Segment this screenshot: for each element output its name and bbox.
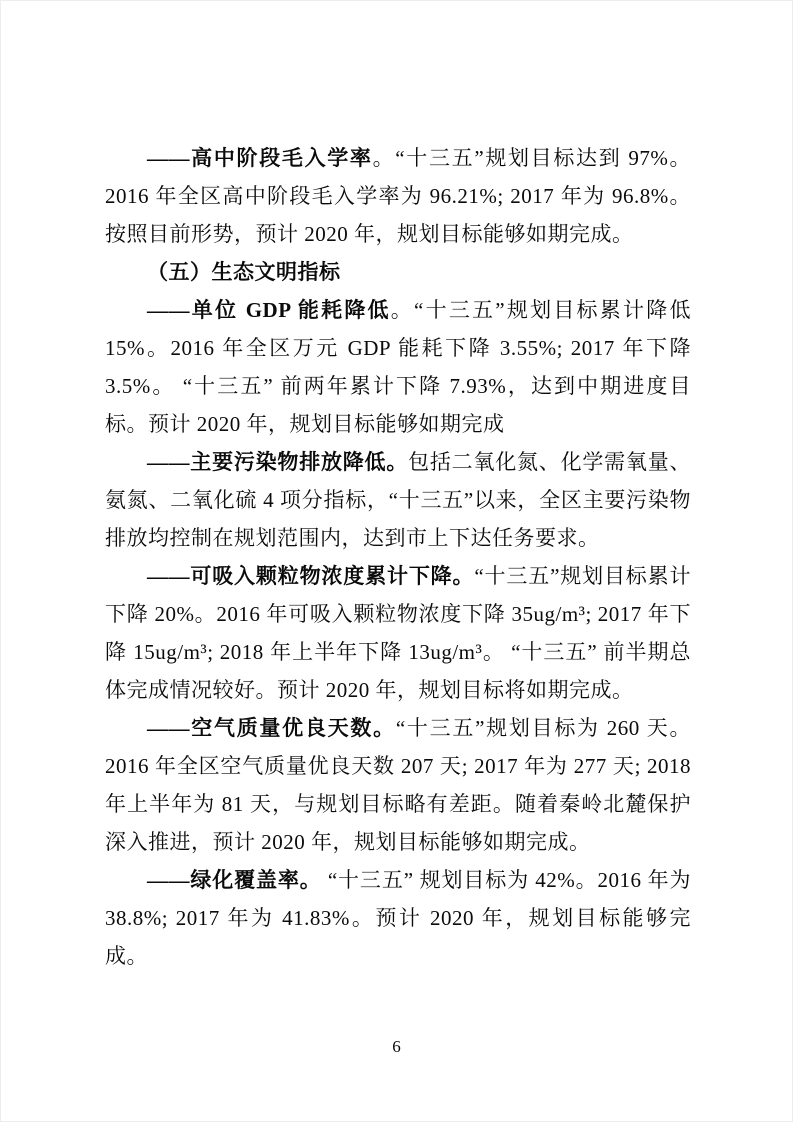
paragraph-good-air-quality-days xyxy=(105,709,691,861)
document-content xyxy=(105,139,691,975)
paragraph-body-green-coverage-rate: “十三五” 规划目标为 42%。2016 年为 38.8%; 2017 年为 41.83%。预计 2020 年，规划目标能够完成。 xyxy=(105,868,692,968)
paragraph-lead-pollutant-emissions: ——主要污染物排放降低。 xyxy=(147,450,409,474)
paragraph-lead-gdp-energy-consumption: ——单位 GDP 能耗降低 xyxy=(147,298,391,322)
paragraph-lead-inhalable-particles: ——可吸入颗粒物浓度累计下降。 xyxy=(147,564,475,588)
paragraph-lead-green-coverage-rate: ——绿化覆盖率。 xyxy=(147,868,322,892)
paragraph-body-good-air-quality-days: “十三五”规划目标为 260 天。2016 年全区空气质量优良天数 207 天; 2017 年为 277 天; 2018 年上半年为 81 天，与规划目标略有差距。随着秦岭北麓保护深入推进，预计 2020 年，规划目标能够如期完成。 xyxy=(105,716,691,854)
page-number: 6 xyxy=(392,1037,401,1056)
paragraph-body-inhalable-particles: “十三五”规划目标累计下降 20%。2016 年可吸入颗粒物浓度下降 35ug/m³; 2017 年下降 15ug/m³; 2018 年上半年下降 13ug/m³。 “十三五” 前半期总体完成情况较好。预计 2020 年，规划目标将如期完成。 xyxy=(105,564,691,702)
section-heading-ecological-civilization: （五）生态文明指标 xyxy=(147,260,341,284)
paragraph-body-pollutant-emissions: 包括二氧化氮、化学需氧量、氨氮、二氧化硫 4 项分指标，“十三五”以来，全区主要污染物排放均控制在规划范围内，达到市上下达任务要求。 xyxy=(105,450,691,550)
paragraph-gdp-energy-consumption xyxy=(105,291,691,443)
paragraph-pollutant-emissions xyxy=(105,443,691,557)
paragraph-lead-high-school-enrollment: ——高中阶段毛入学率 xyxy=(147,146,373,170)
paragraph-body-gdp-energy-consumption: 。“十三五”规划目标累计降低 15%。2016 年全区万元 GDP 能耗下降 3.55%; 2017 年下降 3.5%。 “十三五” 前两年累计下降 7.93%，达到中期进度目标。预计 2020 年，规划目标能够如期完成 xyxy=(105,298,692,436)
paragraph-body-high-school-enrollment: 。“十三五”规划目标达到 97%。2016 年全区高中阶段毛入学率为 96.21%; 2017 年为 96.8%。按照目前形势，预计 2020 年，规划目标能够如期完成。 xyxy=(105,146,691,246)
paragraph-inhalable-particles xyxy=(105,557,691,709)
page-footer xyxy=(1,1035,792,1059)
paragraph-green-coverage-rate xyxy=(105,861,691,975)
paragraph-lead-good-air-quality-days: ——空气质量优良天数。 xyxy=(147,716,396,740)
paragraph-high-school-enrollment xyxy=(105,139,691,253)
